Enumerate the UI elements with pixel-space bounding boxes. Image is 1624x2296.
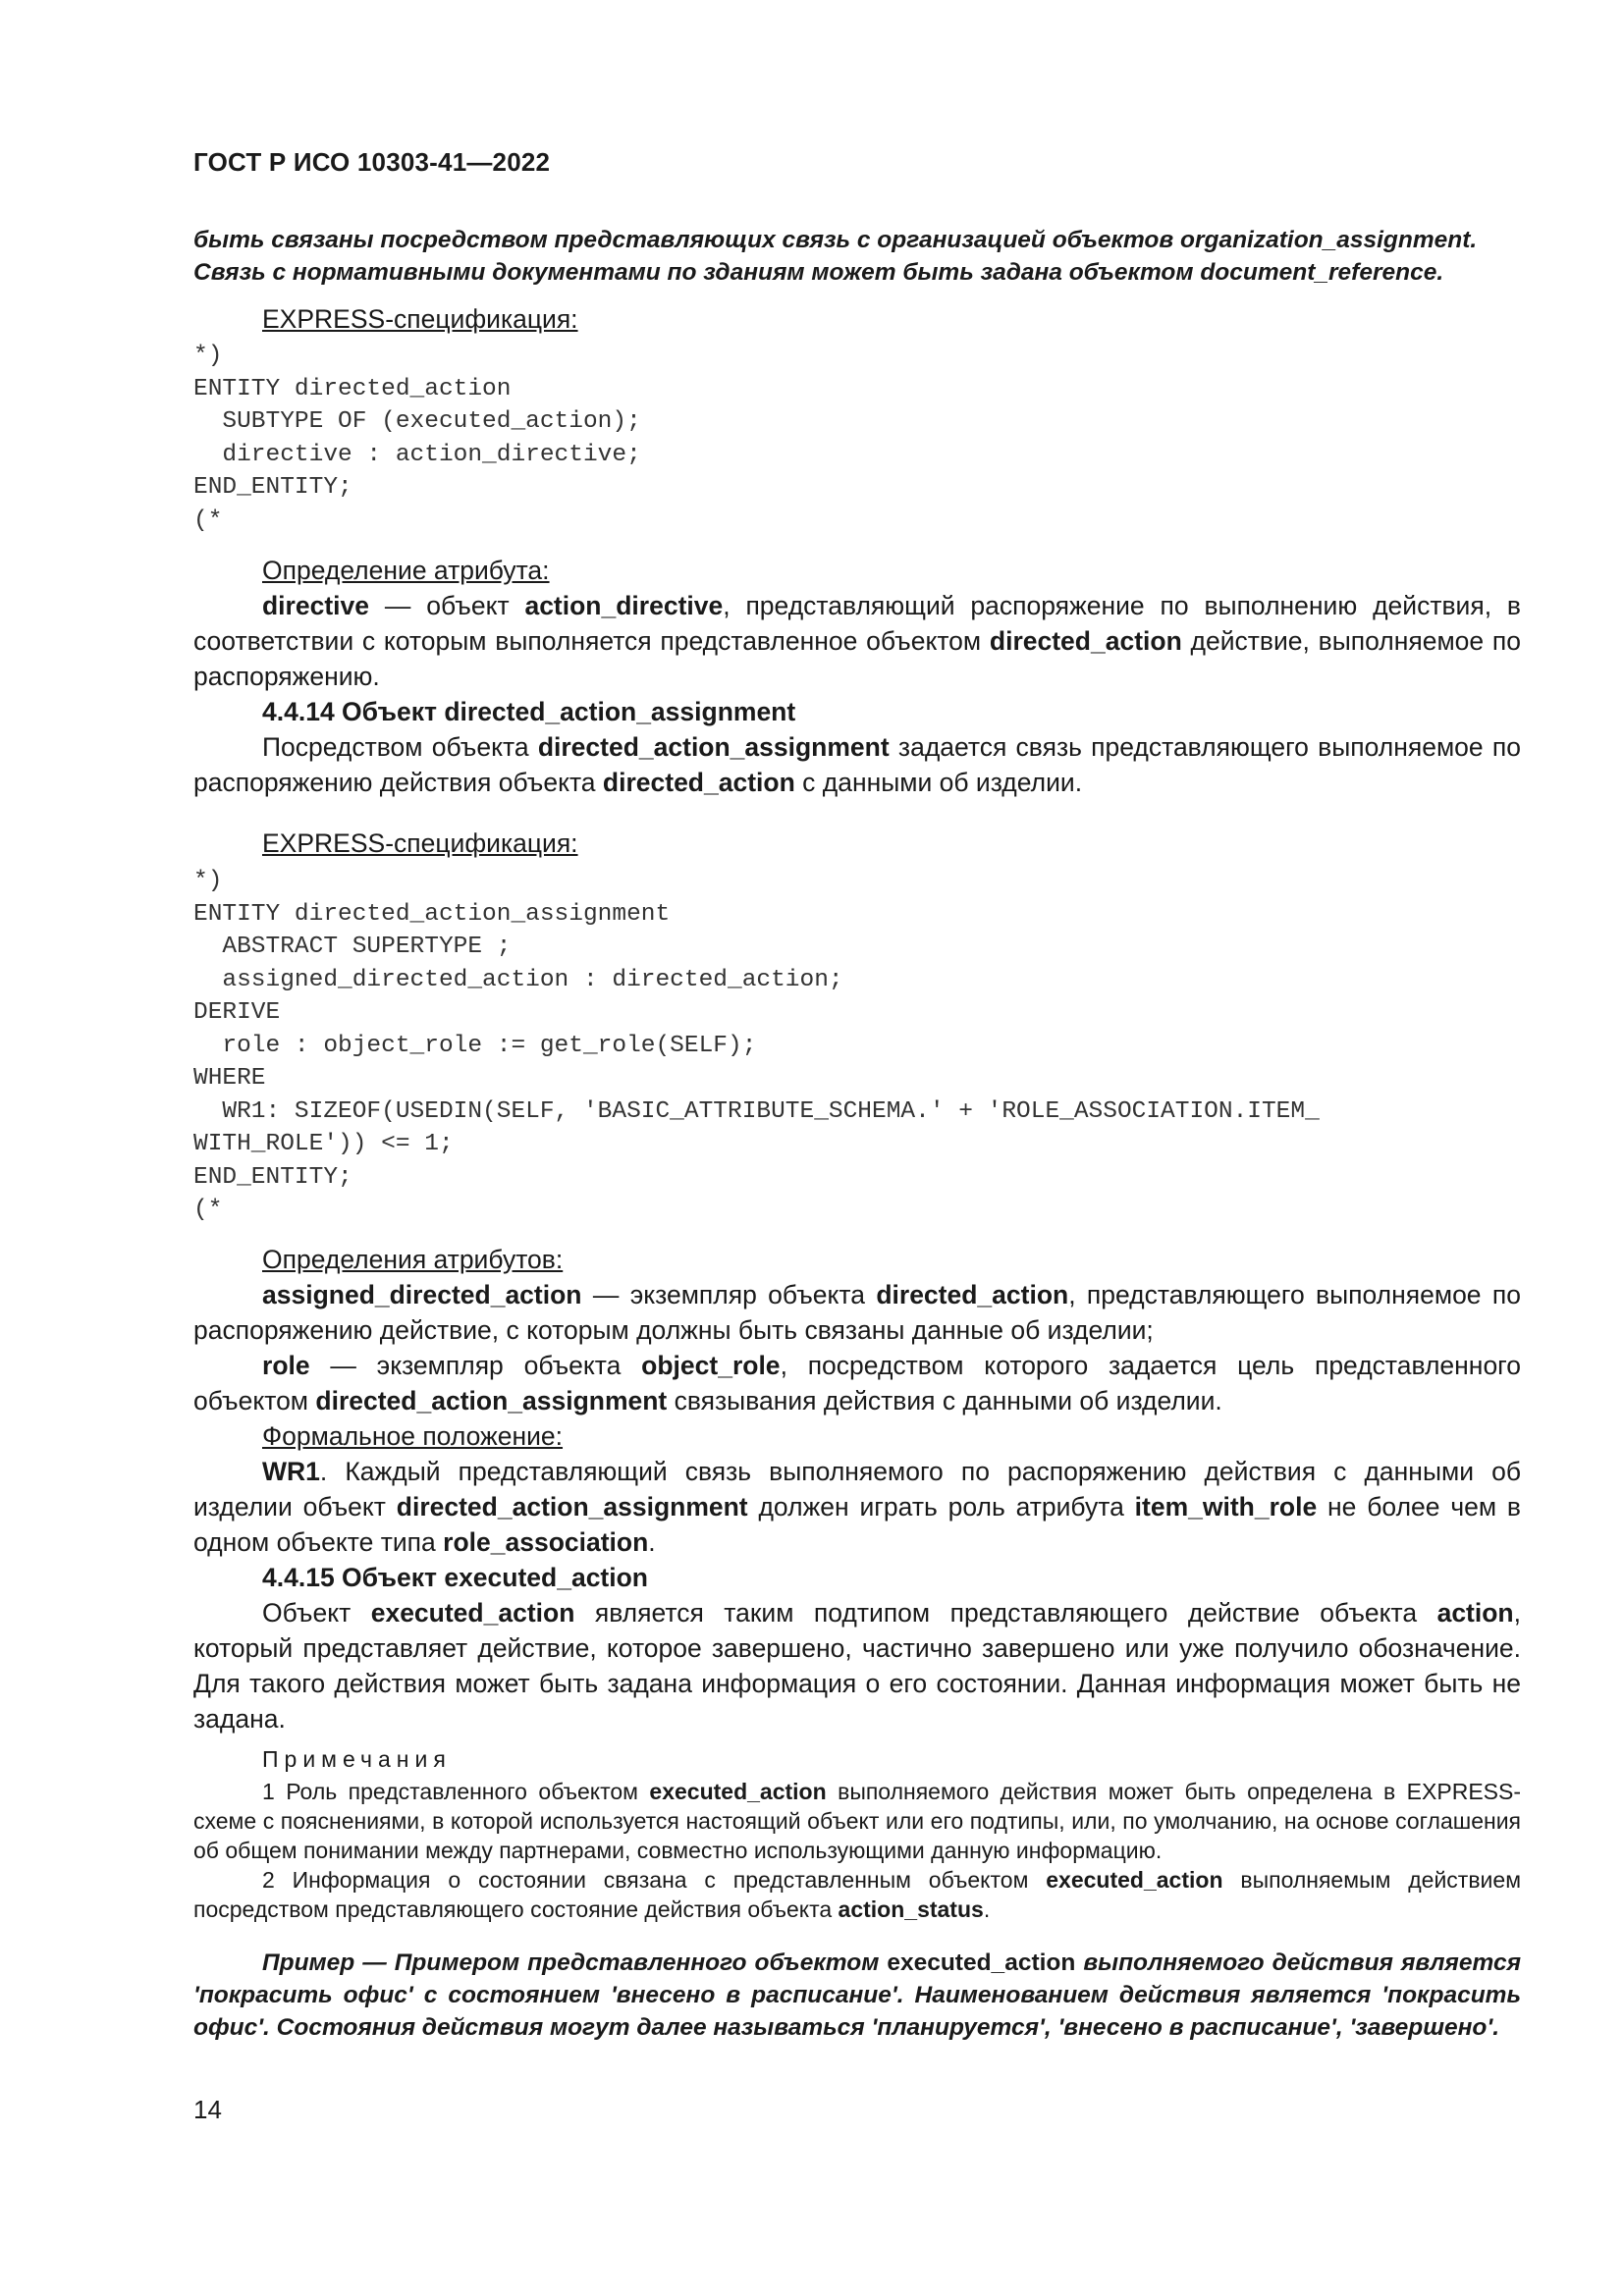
page-number: 14: [193, 2095, 222, 2124]
formal-proposition-label-text: Формальное положение:: [262, 1421, 564, 1451]
code-line: ABSTRACT SUPERTYPE ;: [193, 934, 512, 960]
text-run: Пример — Примером представленного объектом: [262, 1949, 888, 1976]
section-4-4-14-paragraph: [193, 729, 1521, 800]
text-run: Объект: [262, 1598, 371, 1628]
text-run: — экземпляр объекта: [581, 1280, 877, 1309]
term-directed-action-assignment: directed_action_assignment: [396, 1492, 748, 1522]
section-heading-4-4-14-text: 4.4.14 Объект directed_action_assignment: [262, 697, 796, 726]
example-paragraph: [193, 1947, 1521, 2044]
intro-paragraph: [193, 224, 1521, 289]
code-line: WHERE: [193, 1065, 266, 1092]
term-directive: directive: [262, 591, 370, 620]
text-run: задается связь представляющего выполняемое по распоряжению действия объекта: [193, 732, 1521, 797]
text-run: 1 Роль представленного объектом: [262, 1779, 650, 1804]
section-heading-4-4-15-text: 4.4.15 Объект executed_action: [262, 1563, 648, 1592]
role-definition: [193, 1348, 1521, 1418]
term-role-association: role_association: [443, 1527, 649, 1557]
text-run: должен играть роль атрибута: [747, 1492, 1135, 1522]
directive-definition: [193, 588, 1521, 694]
code-line: ENTITY directed_action_assignment: [193, 900, 671, 928]
term-directed-action: directed_action: [989, 626, 1182, 656]
term-directed-action: directed_action: [876, 1280, 1069, 1309]
code-line: END_ENTITY;: [193, 1163, 352, 1191]
attributes-definitions-label-text: Определения атрибутов:: [262, 1245, 564, 1274]
express-label-1: [193, 301, 1521, 337]
document-page: [193, 0, 1521, 2296]
code-line: DERIVE: [193, 999, 281, 1026]
attribute-definition-label: [193, 553, 1521, 588]
term-action: action: [1436, 1598, 1514, 1628]
code-line: SUBTYPE OF (executed_action);: [193, 408, 641, 435]
express-label-1-text: EXPRESS-спецификация:: [262, 304, 578, 334]
document-header: ГОСТ Р ИСО 10303-41—2022: [193, 147, 551, 177]
code-line: *): [193, 343, 223, 369]
notes-heading: Примечания: [262, 1746, 452, 1772]
note-2: [193, 1865, 1521, 1924]
text-run: , представляющего выполняемое по распоряжению действие, с которым должны быть связаны данные об изделии;: [193, 1280, 1521, 1345]
formal-proposition-label: [193, 1418, 1521, 1454]
term-executed-action: executed_action: [1046, 1867, 1223, 1893]
text-run: — экземпляр объекта: [309, 1351, 642, 1380]
text-run: действие, выполняемое по распоряжению.: [193, 626, 1522, 691]
assigned-directed-action-definition: [193, 1277, 1521, 1348]
text-run: связывания действия с данными об изделии.: [667, 1386, 1222, 1415]
code-line: directive : action_directive;: [193, 441, 641, 468]
term-item-with-role: item_with_role: [1134, 1492, 1318, 1522]
section-heading-4-4-15: [193, 1560, 1521, 1595]
text-run: является таким подтипом представляющего действие объекта: [574, 1598, 1437, 1628]
code-line: (*: [193, 1197, 223, 1223]
note-1: [193, 1777, 1521, 1865]
express-label-2-text: EXPRESS-спецификация:: [262, 828, 578, 858]
text-run: — объект: [369, 591, 525, 620]
term-role: role: [262, 1351, 310, 1380]
term-action-directive: action_directive: [524, 591, 724, 620]
term-object-role: object_role: [641, 1351, 781, 1380]
express-label-2: [193, 826, 1521, 861]
text-run: . Каждый представляющий связь выполняемого по распоряжению действия с данными об изделии объект: [193, 1457, 1521, 1522]
term-executed-action: executed_action: [887, 1949, 1076, 1976]
code-line: (*: [193, 507, 223, 534]
term-directed-action: directed_action: [602, 768, 795, 797]
text-run: , посредством которого задается цель представленного объектом: [193, 1351, 1521, 1415]
term-directed-action-assignment: directed_action_assignment: [537, 732, 890, 762]
text-run: 2 Информация о состоянии связана с представленным объектом: [262, 1867, 1047, 1893]
text-run: выполняемым действием посредством представляющего состояние действия объекта: [193, 1867, 1522, 1922]
term-executed-action: executed_action: [649, 1779, 827, 1804]
section-4-4-15-paragraph: [193, 1595, 1521, 1736]
express-code-2: [193, 865, 1521, 1227]
text-run: .: [983, 1896, 991, 1922]
intro-line-2: Связь с нормативными документами по зданиям может быть задана объектом document_reference.: [193, 259, 1444, 286]
text-run: выполняемого действия является 'покрасить офис' с состоянием 'внесено в расписание'. Наименованием действия является 'покрасить офис'. Состояния действия могут далее называться 'планируется', 'внесено в расписание', 'завершено'.: [193, 1949, 1521, 2041]
code-line: assigned_directed_action : directed_action;: [193, 966, 843, 993]
text-run: Посредством объекта: [262, 732, 538, 762]
term-directed-action-assignment: directed_action_assignment: [315, 1386, 668, 1415]
term-action-status: action_status: [838, 1896, 984, 1922]
text-run: , представляющий распоряжение по выполнению действия, в соответствии с которым выполняется представленное объектом: [193, 591, 1522, 656]
attribute-definition-label-text: Определение атрибута:: [262, 556, 550, 585]
code-line: role : object_role := get_role(SELF);: [193, 1032, 757, 1059]
express-code-1: [193, 340, 1521, 537]
text-run: выполняемого действия может быть определена в EXPRESS-схеме с пояснениями, в которой используется настоящий объект или его подтипы, или, по умолчанию, на основе соглашения об общем понимании между партнерами, совместно использующими данную информацию.: [193, 1779, 1521, 1863]
text-run: с данными об изделии.: [794, 768, 1083, 797]
section-heading-4-4-14: [193, 694, 1521, 729]
code-line: WR1: SIZEOF(USEDIN(SELF, 'BASIC_ATTRIBUTE_SCHEMA.' + 'ROLE_ASSOCIATION.ITEM_: [193, 1097, 1320, 1125]
code-line: END_ENTITY;: [193, 474, 352, 501]
term-wr1: WR1: [262, 1457, 320, 1486]
text-run: .: [648, 1527, 656, 1557]
code-line: ENTITY directed_action: [193, 375, 512, 402]
text-run: , который представляет действие, которое завершено, частично завершено или уже получило обозначение. Для такого действия может быть задана информация о его состоянии. Данная информация может быть не задана.: [193, 1598, 1521, 1734]
code-line: WITH_ROLE')) <= 1;: [193, 1131, 454, 1157]
code-line: *): [193, 868, 223, 894]
text-run: не более чем в одном объекте типа: [193, 1492, 1521, 1557]
term-executed-action: executed_action: [370, 1598, 575, 1628]
wr1-rule: [193, 1454, 1521, 1560]
term-assigned-directed-action: assigned_directed_action: [262, 1280, 582, 1309]
intro-line-1: быть связаны посредством представляющих связь с организацией объектов organization_assignment.: [193, 227, 1478, 253]
attributes-definitions-label: [193, 1242, 1521, 1277]
